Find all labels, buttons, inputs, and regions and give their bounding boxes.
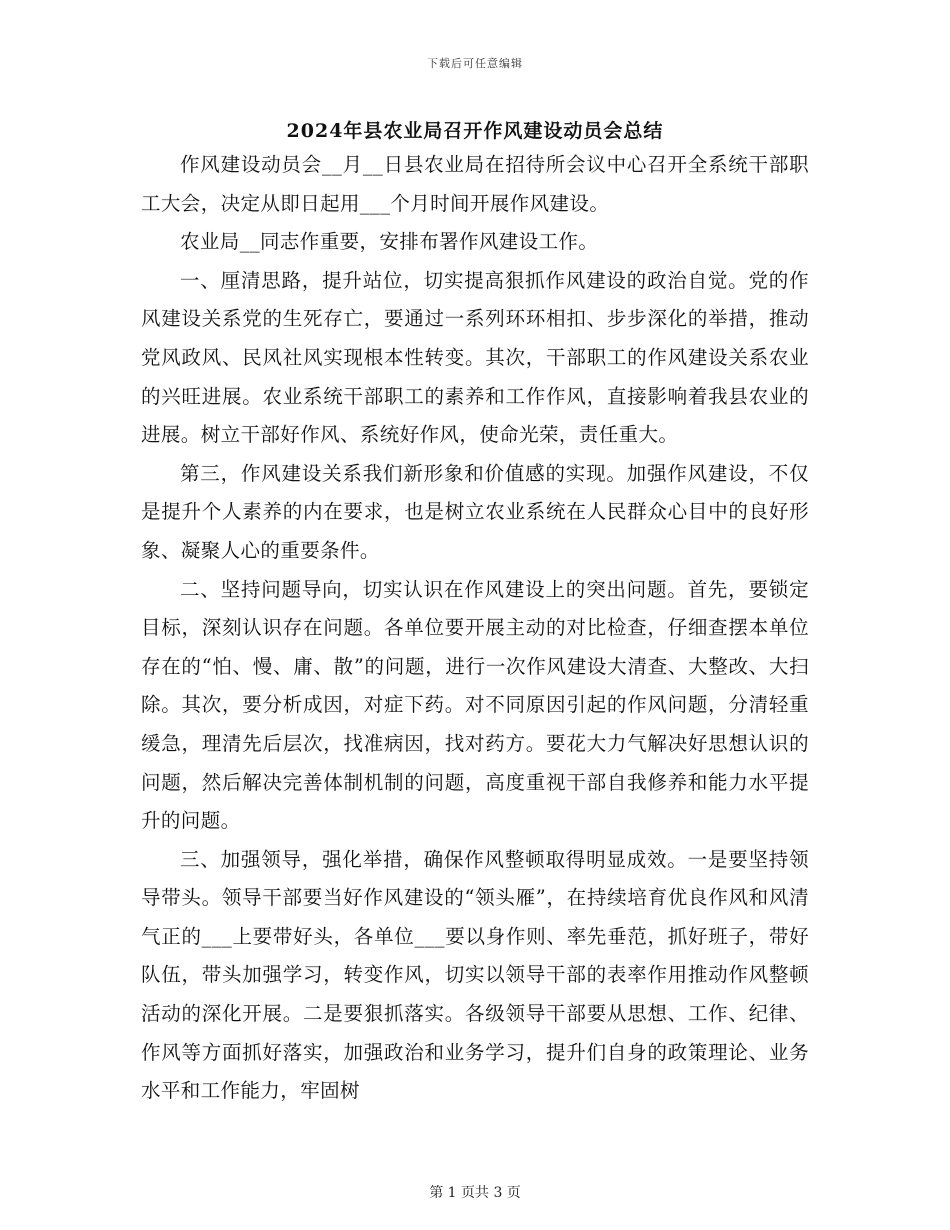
document-body (141, 146, 809, 1111)
paragraph: 第三，作风建设关系我们新形象和价值感的实现。加强作风建设，不仅是提升个人素养的内在要求，也是树立农业系统在人民群众心目中的良好形象、凝聚人心的重要条件。 (141, 461, 809, 562)
header-note: 下载后可任意编辑 (427, 57, 523, 70)
paragraph: 一、厘清思路，提升站位，切实提高狠抓作风建设的政治自觉。党的作风建设关系党的生死存亡，要通过一系列环环相扣、步步深化的举措，推动党风政风、民风社风实现根本性转变。其次，干部职工的作风建设关系农业的兴旺进展。农业系统干部职工的素养和工作作风，直接影响着我县农业的进展。树立干部好作风、系统好作风，使命光荣，责任重大。 (141, 268, 809, 447)
paragraph: 农业局__同志作重要，安排布署作风建设工作。 (180, 230, 599, 254)
page-number-footer: 第 1 页共 3 页 (429, 1185, 521, 1201)
paragraph: 三、加强领导，强化举措，确保作风整顿取得明显成效。一是要坚持领导带头。领导干部要当好作风建设的“领头雁”，在持续培育优良作风和风清气正的___上要带好头，各单位___要以身作则、率先垂范，抓好班子，带好队伍，带头加强学习，转变作风，切实以领导干部的表率作用推动作风整顿活动的深化开展。二是要狠抓落实。各级领导干部要从思想、工作、纪律、作风等方面抓好落实，加强政治和业务学习，提升们自身的政策理论、业务水平和工作能力，牢固树 (141, 847, 809, 1103)
paragraph: 二、坚持问题导向，切实认识在作风建设上的突出问题。首先，要锁定目标，深刻认识存在问题。各单位要开展主动的对比检查，仔细查摆本单位存在的“怕、慢、庸、散”的问题，进行一次作风建设大清查、大整改、大扫除。其次，要分析成因，对症下药。对不同原因引起的作风问题，分清轻重缓急，理清先后层次，找准病因，找对药方。要花大力气解决好思想认识的问题，然后解决完善体制机制的问题，高度重视干部自我修养和能力水平提升的问题。 (141, 577, 809, 833)
document-title: 2024年县农业局召开作风建设动员会总结 (286, 120, 664, 142)
paragraph: 作风建设动员会__月__日县农业局在招待所会议中心召开全系统干部职工大会，决定从即日起用___个月时间开展作风建设。 (141, 153, 809, 215)
